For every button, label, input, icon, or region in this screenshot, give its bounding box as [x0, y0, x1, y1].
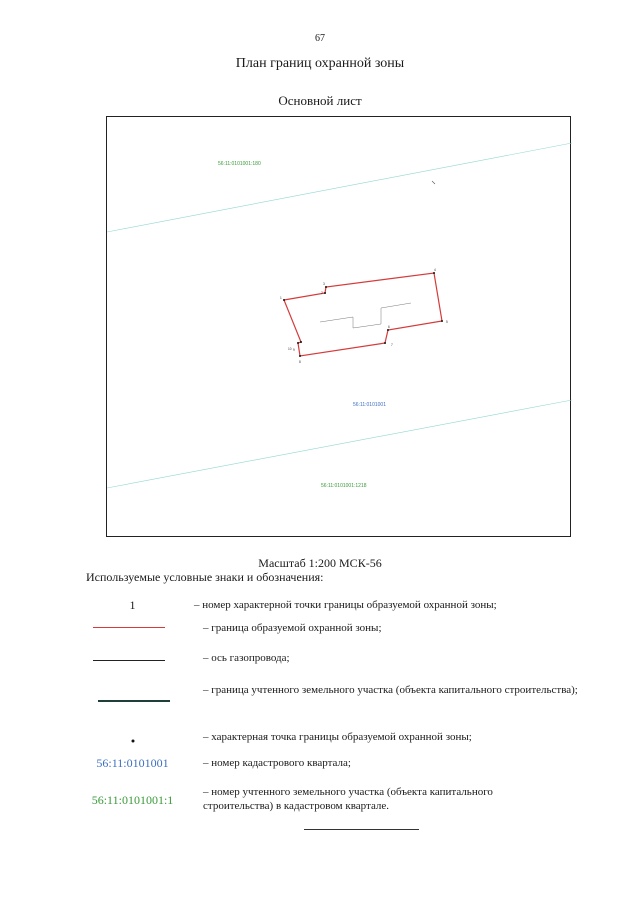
boundary-point — [299, 355, 301, 357]
legend-text: – номер характерной точки границы образуемой охранной зоны; — [194, 599, 497, 611]
legend-symbol-dot — [80, 734, 185, 748]
gas-pipeline-axis — [320, 303, 411, 328]
point-number: 6 — [388, 325, 390, 329]
boundary-points — [283, 272, 443, 357]
point-number: 4 — [434, 268, 436, 272]
legend-text: – характерная точка границы образуемой охранной зоны; — [203, 731, 472, 743]
boundary-point — [324, 292, 326, 294]
point-number: 10 — [288, 347, 292, 351]
point-number: 7 — [391, 343, 393, 347]
point-number: 8 — [299, 360, 301, 364]
page-number: 67 — [315, 33, 325, 44]
footer-rule — [304, 829, 419, 830]
legend-text: – номер учтенного земельного участка (объекта капитального строительства) в кадастровом квартале. — [203, 786, 493, 812]
point-number: 1 — [280, 296, 282, 300]
boundary-point — [387, 329, 389, 331]
legend-symbol-parcel-number: 56:11:0101001:1 — [91, 793, 174, 807]
legend-title: Используемые условные знаки и обозначения: — [86, 570, 324, 584]
map-scale: Масштаб 1:200 МСК-56 — [258, 556, 382, 570]
map-frame — [106, 116, 571, 537]
parcel-boundary-line-bottom — [107, 400, 572, 488]
legend-symbol-quarter-number: 56:11:0101001 — [96, 756, 169, 770]
legend-symbol-number: 1 — [129, 598, 136, 612]
sheet-subtitle: Основной лист — [278, 93, 362, 108]
legend-text: – номер кадастрового квартала; — [203, 757, 351, 769]
legend-text: – ось газопровода; — [203, 652, 290, 664]
quarter-label: 56:11:0101001 — [353, 402, 386, 408]
boundary-point — [441, 320, 443, 322]
point-number: 9 — [293, 348, 295, 352]
page-title: План границ охранной зоны — [235, 56, 405, 71]
legend-symbol-red-line — [93, 627, 165, 628]
legend-symbol-black-line — [93, 660, 165, 661]
parcel-label-top: 56:11:0101001:180 — [218, 161, 261, 167]
zone-boundary — [284, 273, 442, 356]
parcel-label-bottom: 56:11:0101001:1218 — [321, 483, 367, 489]
boundary-point — [433, 272, 435, 274]
point-number: 5 — [446, 320, 448, 324]
stray-mark — [432, 181, 435, 184]
cadastral-map — [107, 117, 572, 538]
boundary-point — [384, 342, 386, 344]
legend-symbol-dark-line — [98, 700, 170, 702]
point-number: 2 — [321, 291, 323, 295]
boundary-point — [283, 299, 285, 301]
boundary-point — [325, 286, 327, 288]
legend-text: – граница учтенного земельного участка (объекта капитального строительства); — [203, 684, 578, 696]
parcel-boundary-line-top — [107, 143, 572, 232]
legend-text: – граница образуемой охранной зоны; — [203, 622, 382, 634]
point-number: 3 — [323, 282, 325, 286]
boundary-point — [297, 342, 299, 344]
boundary-point — [300, 341, 302, 343]
